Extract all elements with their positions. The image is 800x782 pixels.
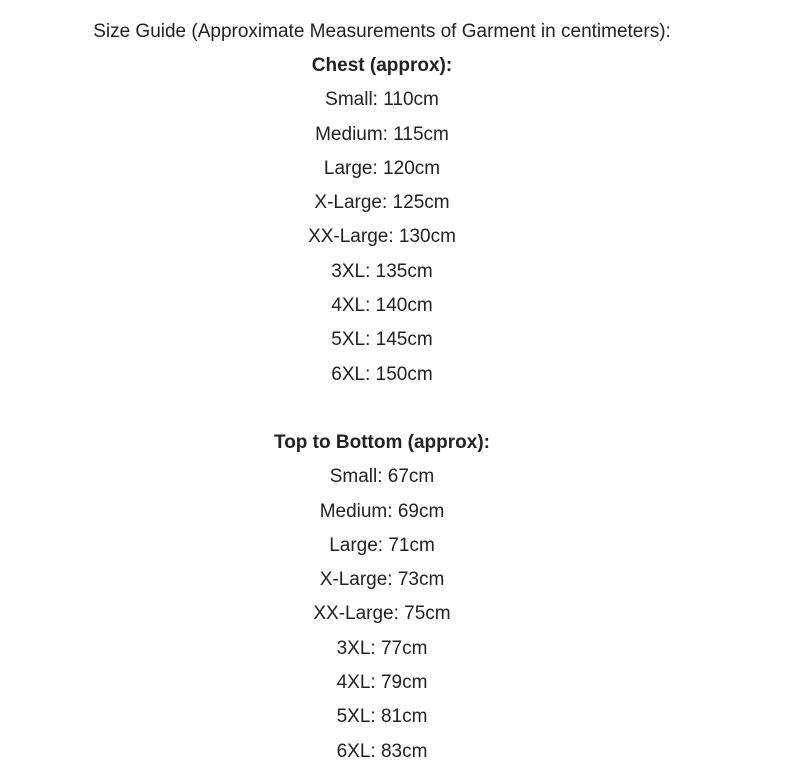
length-size-row: Small: 67cm xyxy=(329,466,435,488)
chest-size-list xyxy=(0,86,764,388)
chest-size-row: 3XL: 135cm xyxy=(331,260,433,282)
chest-size-row: XX-Large: 130cm xyxy=(308,226,456,248)
length-size-row: X-Large: 73cm xyxy=(319,569,445,591)
length-size-row: 4XL: 79cm xyxy=(336,672,428,694)
length-section xyxy=(0,429,764,772)
length-heading: Top to Bottom (approx): xyxy=(274,432,490,453)
chest-size-row: Large: 120cm xyxy=(323,157,441,179)
chest-size-row: Medium: 115cm xyxy=(315,123,449,145)
length-size-row: 3XL: 77cm xyxy=(336,637,428,659)
chest-section xyxy=(0,52,764,395)
length-size-row: Medium: 69cm xyxy=(319,500,445,522)
length-size-row: Large: 71cm xyxy=(329,534,435,556)
chest-size-row: Small: 110cm xyxy=(325,89,439,111)
size-guide-intro: Size Guide (Approximate Measurements of Garment in centimeters): xyxy=(93,21,671,42)
chest-heading: Chest (approx): xyxy=(311,55,453,76)
length-size-list xyxy=(0,463,764,765)
chest-size-row: 4XL: 140cm xyxy=(331,295,433,317)
length-size-row: 6XL: 83cm xyxy=(336,740,428,762)
chest-size-row: X-Large: 125cm xyxy=(314,192,450,214)
chest-size-row: 6XL: 150cm xyxy=(331,363,433,385)
chest-size-row: 5XL: 145cm xyxy=(331,329,433,351)
length-size-row: 5XL: 81cm xyxy=(336,706,428,728)
length-size-row: XX-Large: 75cm xyxy=(313,603,451,625)
